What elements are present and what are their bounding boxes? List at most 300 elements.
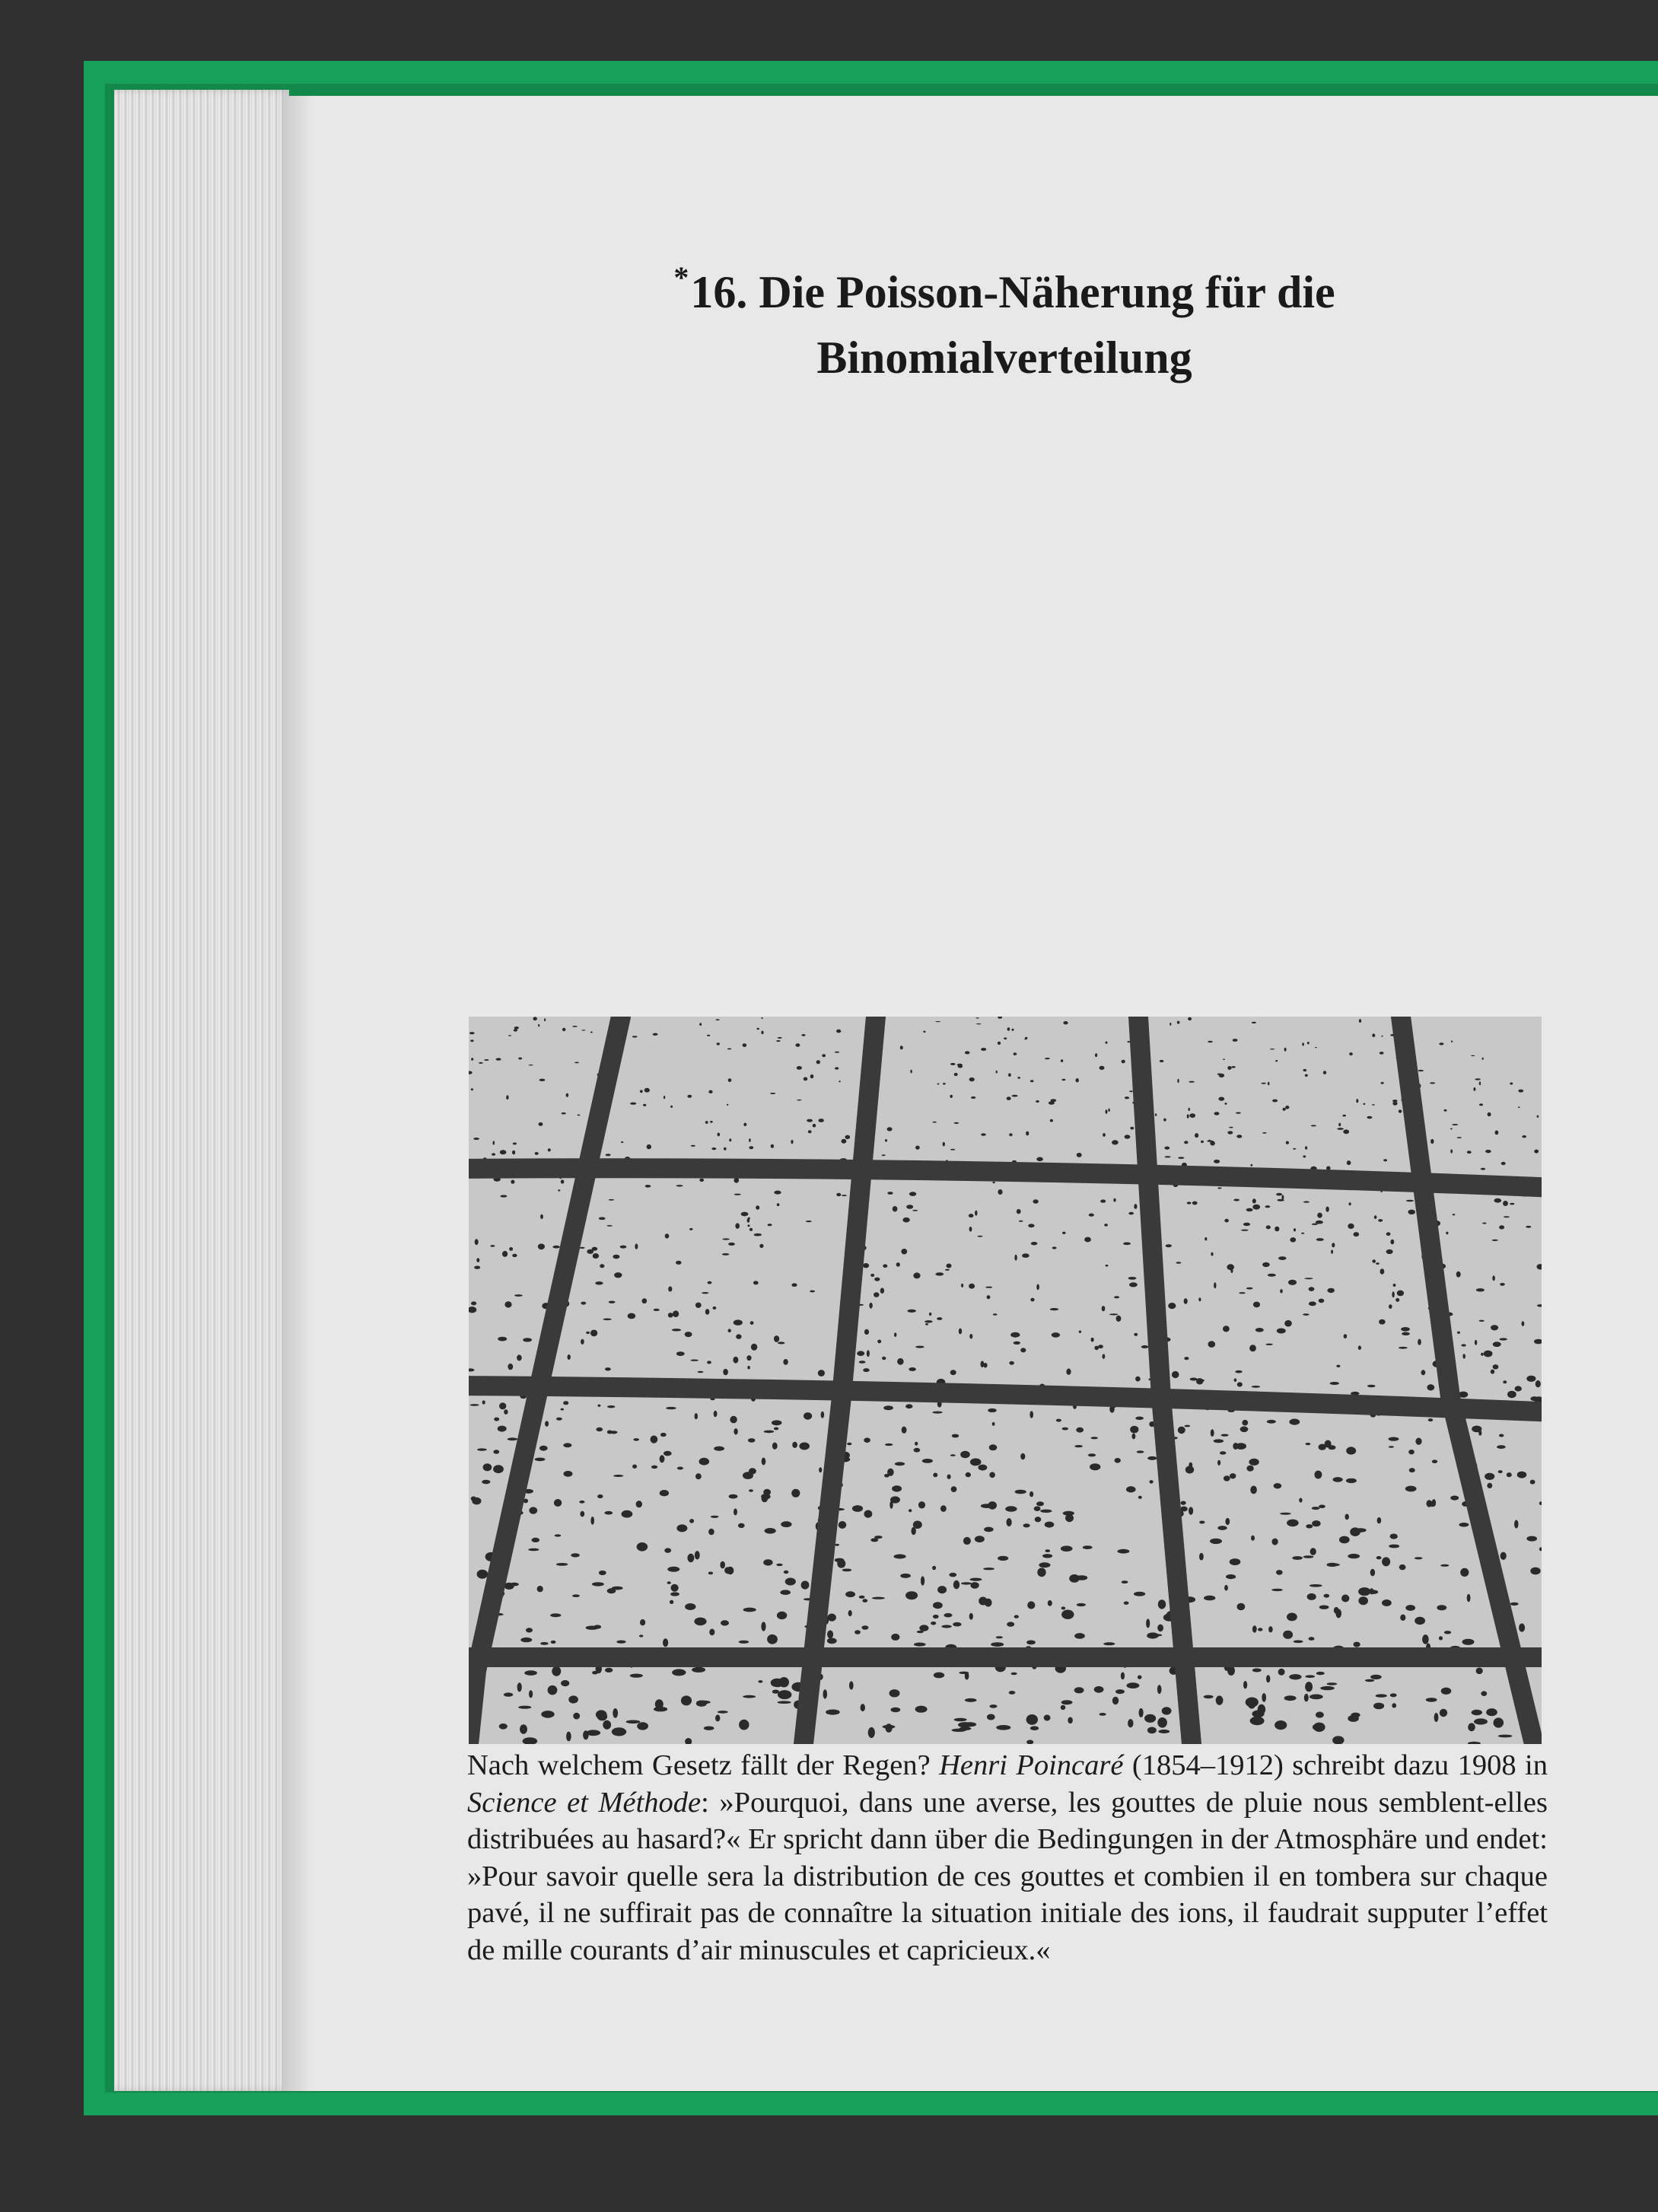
rain-spot <box>1036 1501 1044 1506</box>
chapter-heading-line-1 <box>548 245 1461 325</box>
rain-spot <box>797 1100 801 1101</box>
rain-spot <box>493 1450 499 1453</box>
rain-spot <box>722 1238 730 1240</box>
rain-spot <box>1037 1567 1045 1577</box>
rain-spot <box>801 1581 810 1590</box>
rain-spot <box>552 1246 559 1249</box>
rain-spot <box>1376 1556 1382 1559</box>
rain-spot <box>835 1052 839 1053</box>
rain-spot <box>1439 1636 1443 1640</box>
rain-spot <box>963 1537 971 1545</box>
rain-spot <box>596 1710 607 1719</box>
rain-spot <box>1275 1060 1278 1061</box>
rain-spot <box>1348 1224 1354 1229</box>
rain-spot <box>776 1040 781 1042</box>
rain-spot <box>941 1625 951 1628</box>
rain-spot <box>975 1211 977 1216</box>
rain-spot <box>1304 1694 1309 1702</box>
rain-spot <box>568 1354 571 1360</box>
rain-spot <box>810 1291 815 1293</box>
rain-spot <box>738 1523 745 1528</box>
rain-spot <box>806 1221 812 1222</box>
rain-spot <box>734 1428 737 1434</box>
rain-spot <box>882 1357 886 1360</box>
rain-spot <box>551 1641 556 1644</box>
rain-spot <box>1324 1594 1330 1598</box>
rain-spot <box>1372 1104 1375 1106</box>
rain-spot <box>950 1149 955 1151</box>
rain-spot <box>483 1463 492 1471</box>
rain-spot <box>959 1672 969 1674</box>
rain-spot <box>1035 1517 1042 1522</box>
rain-spot <box>762 1458 766 1466</box>
rain-spot <box>1012 1095 1018 1097</box>
rain-spot <box>883 1264 887 1268</box>
rain-spot <box>687 1095 692 1098</box>
rain-spot <box>1468 1723 1475 1731</box>
rain-spot <box>1068 1717 1073 1724</box>
rain-spot <box>1113 1198 1115 1202</box>
rain-spot <box>550 1613 561 1617</box>
rain-spot <box>705 1309 710 1315</box>
rain-spot <box>863 1368 869 1372</box>
rain-spot <box>937 1586 947 1593</box>
rain-spot <box>989 1472 995 1478</box>
rain-spot <box>1499 1225 1504 1229</box>
rain-spot <box>1518 1106 1520 1108</box>
rain-spot <box>1342 1115 1346 1117</box>
rain-spot <box>647 1144 651 1149</box>
rain-spot <box>1415 1557 1423 1559</box>
rain-spot <box>1341 1595 1349 1603</box>
rain-spot <box>1231 1066 1236 1068</box>
rain-spot <box>836 1193 841 1196</box>
rain-spot <box>1221 1434 1229 1437</box>
rain-spot <box>1106 1042 1108 1044</box>
rain-spot <box>563 1443 571 1447</box>
rain-spot <box>1430 1082 1435 1084</box>
rain-spot <box>1090 1463 1100 1470</box>
rain-spot <box>1457 1332 1460 1334</box>
rain-spot <box>720 1561 725 1569</box>
rain-spot <box>1158 1599 1166 1609</box>
rain-spot <box>1284 1695 1297 1701</box>
rain-spot <box>510 1583 519 1587</box>
rain-spot <box>887 1127 893 1131</box>
rain-spot <box>566 1093 569 1097</box>
rain-spot <box>857 1351 864 1356</box>
rain-spot <box>1365 1679 1374 1682</box>
rain-spot <box>969 1077 975 1081</box>
rain-spot <box>915 1146 920 1150</box>
rain-spot <box>702 1292 708 1294</box>
rain-spot <box>1395 1298 1399 1302</box>
rain-spot <box>1184 1357 1189 1360</box>
rain-spot <box>563 1401 568 1405</box>
rain-spot <box>1052 1246 1057 1249</box>
rain-spot <box>1235 1370 1242 1373</box>
rain-spot <box>1112 1697 1119 1704</box>
rain-spot <box>1141 1345 1149 1348</box>
rain-spot <box>772 1443 778 1450</box>
rain-spot <box>707 1361 711 1364</box>
rain-spot <box>953 1622 961 1627</box>
rain-spot <box>578 1115 581 1116</box>
rain-spot <box>1104 1224 1108 1227</box>
rain-spot <box>1226 1574 1236 1579</box>
rain-spot <box>1304 1278 1313 1279</box>
paving-tiles-image <box>469 1017 1542 1744</box>
rain-spot <box>1007 1096 1011 1100</box>
rain-spot <box>727 1104 728 1106</box>
chapter-heading <box>548 245 1461 390</box>
rain-spot <box>987 1295 991 1299</box>
rain-spot <box>609 1431 617 1434</box>
rain-spot <box>729 1138 731 1141</box>
rain-spot <box>1271 1589 1283 1591</box>
heading-star: * <box>673 260 689 294</box>
rain-spot <box>1227 1066 1231 1070</box>
caption-part-1: Nach welchem Gesetz fällt der Regen? <box>467 1749 940 1781</box>
rain-spot <box>1050 1119 1053 1122</box>
rain-spot <box>1459 1523 1469 1527</box>
rain-spot <box>785 1578 796 1586</box>
rain-spot <box>642 1298 648 1303</box>
rain-spot <box>1126 1486 1136 1492</box>
rain-spot <box>1201 1141 1204 1143</box>
rain-spot <box>1441 1688 1452 1695</box>
rain-spot <box>771 1144 774 1148</box>
rain-spot <box>572 1026 578 1027</box>
rain-spot <box>696 1701 710 1704</box>
rain-spot <box>1530 1567 1540 1575</box>
rain-spot <box>482 1400 485 1404</box>
rain-spot <box>1346 1447 1356 1454</box>
rain-spot <box>579 1501 584 1504</box>
rain-spot <box>767 1634 778 1644</box>
rain-spot <box>1488 1112 1491 1116</box>
rain-spot <box>606 1154 611 1156</box>
rain-spot <box>1389 1437 1399 1441</box>
rain-spot <box>1406 1200 1414 1202</box>
rain-spot <box>925 1323 928 1326</box>
rain-spot <box>1346 1478 1357 1483</box>
rain-spot <box>1214 1439 1224 1443</box>
rain-spot <box>540 1642 549 1645</box>
rain-spot <box>1241 1230 1249 1231</box>
rain-spot <box>922 1459 933 1463</box>
rain-spot <box>1094 1686 1104 1693</box>
rain-spot <box>768 1224 772 1226</box>
rain-spot <box>965 1698 977 1702</box>
rain-spot <box>1233 1443 1238 1450</box>
rain-spot <box>1307 1042 1310 1044</box>
rain-spot <box>666 1407 676 1409</box>
rain-spot <box>1236 1135 1242 1138</box>
rain-spot <box>714 1447 724 1451</box>
rain-spot <box>1246 1466 1253 1472</box>
rain-spot <box>571 1553 580 1557</box>
rain-spot <box>1268 1082 1269 1086</box>
rain-spot <box>748 1438 756 1443</box>
rain-spot <box>909 1367 916 1371</box>
rain-spot <box>1349 1052 1353 1055</box>
rain-spot <box>1440 1564 1449 1567</box>
rain-spot <box>885 1139 887 1142</box>
rain-spot <box>1262 1262 1270 1267</box>
rain-spot <box>502 1251 508 1257</box>
rain-spot <box>969 1284 975 1289</box>
rain-spot <box>1402 1332 1410 1335</box>
rain-spot <box>1472 1710 1482 1715</box>
rain-spot <box>1409 1468 1415 1472</box>
rain-spot <box>743 1123 746 1126</box>
rain-spot <box>1262 1693 1266 1702</box>
rain-spot <box>891 1708 901 1712</box>
rain-spot <box>1526 1376 1535 1382</box>
rain-spot <box>1451 1041 1453 1042</box>
rain-spot <box>1382 1557 1390 1566</box>
rain-spot <box>573 1713 580 1720</box>
rain-spot <box>989 1444 998 1450</box>
rain-spot <box>750 1321 754 1325</box>
rain-spot <box>498 1337 507 1342</box>
rain-spot <box>1309 1301 1316 1306</box>
rain-spot <box>476 1258 479 1262</box>
rain-spot <box>1014 1255 1017 1261</box>
rain-spot <box>1240 1427 1249 1433</box>
rain-spot <box>759 1244 763 1248</box>
rain-spot <box>1134 1592 1145 1596</box>
rain-spot <box>749 1489 753 1491</box>
rain-spot <box>996 1725 1010 1730</box>
rain-spot <box>1225 1103 1227 1105</box>
rain-spot <box>672 1329 681 1331</box>
rain-spot <box>1482 1223 1486 1224</box>
rain-spot <box>950 1454 956 1456</box>
rain-spot <box>836 1030 841 1033</box>
rain-spot <box>1390 1534 1398 1539</box>
rain-spot <box>613 1255 619 1259</box>
rain-spot <box>741 1212 749 1217</box>
rain-spot <box>707 1035 710 1036</box>
rain-spot <box>1446 1232 1448 1235</box>
rain-spot <box>561 1408 564 1411</box>
rain-spot <box>996 1636 1003 1638</box>
rain-spot <box>1311 1125 1316 1126</box>
rain-spot <box>1210 1539 1222 1544</box>
rain-spot <box>1265 1205 1271 1208</box>
rain-spot <box>869 1303 872 1309</box>
rain-spot <box>1481 1353 1484 1356</box>
rain-spot <box>1008 1073 1011 1077</box>
rain-spot <box>668 1313 673 1317</box>
rain-spot <box>1036 1284 1039 1291</box>
rain-spot <box>774 1191 781 1195</box>
rain-spot <box>1062 1427 1068 1431</box>
rain-spot <box>993 1313 998 1316</box>
rain-spot <box>1128 1277 1137 1280</box>
rain-spot <box>1390 1240 1394 1245</box>
rain-spot <box>1089 1214 1094 1217</box>
rain-spot <box>1157 1685 1162 1694</box>
rain-spot <box>839 1081 841 1082</box>
rain-spot <box>711 1516 719 1518</box>
rain-spot <box>1115 1689 1125 1694</box>
rain-spot <box>970 1459 982 1466</box>
rain-spot <box>512 1151 515 1155</box>
rain-spot <box>998 1042 1001 1045</box>
rain-spot <box>757 1028 759 1030</box>
rain-spot <box>484 1059 488 1061</box>
rain-spot <box>1453 1214 1456 1215</box>
rain-spot <box>747 1224 749 1227</box>
rain-spot <box>490 1245 495 1247</box>
rain-spot <box>739 1720 749 1730</box>
rain-spot <box>1330 1382 1339 1385</box>
rain-spot <box>695 1551 700 1559</box>
rain-spot <box>1303 1155 1306 1157</box>
rain-spot <box>616 1641 625 1644</box>
rain-spot <box>713 1307 717 1310</box>
rain-spot <box>654 1309 660 1311</box>
rain-spot <box>1114 1296 1119 1298</box>
rain-spot <box>909 1192 916 1196</box>
rain-spot <box>1061 1610 1074 1619</box>
rain-spot <box>976 1023 981 1024</box>
rain-spot <box>1504 1216 1510 1217</box>
rain-spot <box>914 1643 926 1647</box>
rain-spot <box>1305 1675 1315 1678</box>
rain-spot <box>1317 1213 1322 1218</box>
rain-spot <box>637 1542 648 1552</box>
rain-spot <box>664 1548 671 1552</box>
rain-spot <box>1392 1291 1394 1297</box>
rain-spot <box>1374 1215 1377 1219</box>
rain-spot <box>723 1369 728 1375</box>
rain-spot <box>664 1451 672 1456</box>
rain-spot <box>862 1599 867 1603</box>
rain-spot <box>1168 1303 1176 1309</box>
rain-spot <box>1162 1707 1172 1714</box>
rain-spot <box>1229 1127 1233 1128</box>
rain-spot <box>1185 1425 1191 1427</box>
rain-spot <box>753 1281 759 1284</box>
rain-spot <box>1181 1501 1186 1505</box>
rain-spot <box>1430 1139 1434 1144</box>
rain-spot <box>979 1465 988 1471</box>
rain-spot <box>971 1096 975 1099</box>
rain-spot <box>715 1714 720 1721</box>
rain-spot <box>597 1494 603 1498</box>
rain-spot <box>1157 1717 1167 1728</box>
rain-spot <box>1306 1443 1311 1445</box>
rain-spot <box>613 1475 623 1477</box>
rain-spot <box>1034 1506 1041 1511</box>
rain-spot <box>714 1411 718 1418</box>
rain-spot <box>1479 1320 1485 1322</box>
rain-spot <box>1146 1618 1150 1628</box>
rain-spot <box>954 1073 958 1076</box>
rain-spot <box>1033 1199 1038 1204</box>
rain-spot <box>893 1206 898 1211</box>
rain-spot <box>1160 1060 1164 1062</box>
rain-spot <box>747 1218 750 1223</box>
rain-spot <box>1184 1141 1188 1144</box>
rain-spot <box>587 1249 594 1254</box>
rain-spot <box>1216 1695 1224 1704</box>
rain-spot <box>1426 1698 1437 1702</box>
rain-spot <box>804 1412 812 1420</box>
rain-spot <box>985 1287 992 1288</box>
rain-spot <box>1223 1058 1225 1060</box>
rain-spot <box>598 1405 601 1407</box>
rain-spot <box>1219 1074 1224 1077</box>
rain-spot <box>1481 1691 1487 1696</box>
rain-spot <box>1188 1017 1192 1020</box>
rain-spot <box>864 1329 869 1335</box>
rain-spot <box>508 1437 518 1440</box>
rain-spot <box>951 1486 957 1492</box>
rain-spot <box>1045 1522 1055 1528</box>
rain-spot <box>859 1361 866 1363</box>
rain-spot <box>799 1443 810 1450</box>
rain-spot <box>1299 1498 1302 1503</box>
rain-spot <box>970 1578 982 1581</box>
rain-spot <box>477 1448 487 1450</box>
rain-spot <box>590 1032 593 1033</box>
rain-spot <box>1287 1520 1299 1527</box>
rain-spot <box>1471 1055 1475 1056</box>
rain-spot <box>913 1521 922 1529</box>
rain-spot <box>695 1303 702 1308</box>
rain-spot <box>839 1521 847 1529</box>
rain-spot <box>1421 1370 1426 1375</box>
rain-spot <box>896 1262 900 1267</box>
rain-spot <box>1128 1719 1133 1727</box>
rain-spot <box>954 1718 967 1722</box>
rain-spot <box>1026 1641 1036 1645</box>
rain-spot <box>848 1610 852 1616</box>
rain-spot <box>1227 1131 1233 1134</box>
rain-spot <box>989 1704 997 1708</box>
rain-spot <box>518 1058 522 1060</box>
rain-spot <box>1236 1112 1241 1114</box>
rain-spot <box>835 1067 839 1069</box>
rain-spot <box>729 1494 738 1499</box>
rain-spot <box>1370 1588 1373 1594</box>
rain-spot <box>586 1332 590 1334</box>
rain-spot <box>529 1690 533 1698</box>
rain-spot <box>1062 1232 1065 1234</box>
rain-spot <box>1233 1199 1240 1201</box>
rain-spot <box>919 1625 928 1631</box>
rain-spot <box>952 1434 959 1438</box>
rain-spot <box>762 1495 768 1502</box>
rain-spot <box>1025 1037 1028 1039</box>
rain-spot <box>1310 1548 1316 1555</box>
rain-spot <box>791 1140 793 1144</box>
rain-spot <box>1214 1160 1220 1163</box>
rain-spot <box>671 1584 679 1592</box>
rain-spot <box>581 1302 586 1305</box>
rain-spot <box>976 1017 979 1018</box>
rain-spot <box>894 1332 896 1337</box>
rain-spot <box>915 1442 918 1446</box>
rain-spot <box>935 1021 940 1022</box>
rain-spot <box>603 1319 612 1321</box>
rain-spot <box>1380 1268 1385 1274</box>
